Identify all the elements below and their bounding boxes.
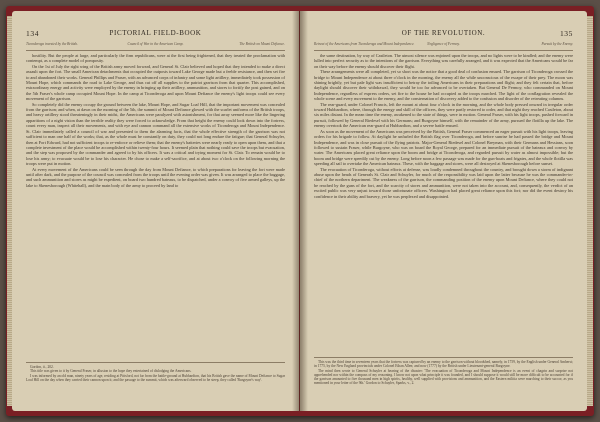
paragraph: On the 1st of July the right wing of the British army moved forward, and General St. Clair believed and hoped that they intended to make a direct assault upon the fort. The small American detachments that occupied the outposts toward Lake George made but a feeble resistance, and then set fire to and abandoned their works. General Phillips and Fraser, with an advanced corps of infantry and some light artillery, immediately took possession of Mount Hope, which commands the road to Lake George, and thus cut off all supplies to the patriot garrison from that quarter. This accomplished, extraordinary energy and activity were employed by the enemy in bringing up their artillery, ammunition, and stores to fortify the post gained, and on the 5th Fraser's whole camp occupied Mount Hope. In the camp at Ticonderoga and upon Mount Defiance the enemy's light troops could see every movement of the garrison. — [26, 63, 285, 102]
subhead-3: Pursuit by the Enemy. — [541, 42, 573, 46]
left-page — [12, 11, 299, 411]
subhead-3: The British on Mount Defiance. — [239, 42, 285, 46]
subheads — [26, 42, 285, 51]
subhead-2: Council of War in the American Camp. — [127, 42, 184, 46]
page-number: 135 — [559, 29, 573, 38]
running-title: PICTORIAL FIELD-BOOK — [109, 29, 202, 37]
footnote: Gordon, ii., 202. — [30, 365, 54, 369]
subheads — [314, 42, 573, 51]
running-head — [314, 29, 573, 41]
paragraph: hostility. But the people at large, and particularly the firm republicans, were at the first being frightened, that they treated the proclamation with contempt, as a complete model of pomposity. — [26, 53, 285, 64]
fore-edge-right — [587, 16, 593, 406]
footnote: The mind then wrote to General Schuyler at hearing of the disaster: 'The evacuation of Ticonderoga and Mount Independence is an event of chagrin and surprise not apprehended nor within the compass of my reasoning. I know not upon what principle it was founded, and I should suppose it would still be more difficult to be accounted for if the garrison amounted to five thousand men in high spirits, healthy, well supplied with provisions and ammunition, and the Eastern militia were marching to their succor, as you mentioned in your letter of the 9th.' Gordon to Schuyler, Sparks, v., 2. — [314, 368, 573, 386]
footnote: This was the third time in seventeen years that the fortress was captured by an enemy to the garrison without bloodshed, namely, in 1759, by the English under General Amherst; in 1775, by the New England provincials under Colonel Ethan Allen; and now (1777) by the British under Lieutenant-general Burgoyne. — [314, 360, 573, 369]
running-head — [26, 29, 285, 41]
paragraph: The evacuation of Ticonderoga, without efforts at defense, was loudly condemned throughout the country, and brought down a storm of indignant abuse upon the heads of Generals St. Clair and Schuyler, for much of the responsibility was laid upon the latter because he was the commander-in-chief of the northern department. The weakness of the garrison, the commanding position of the enemy upon Mount Defiance, where they could not be reached by the guns of the fort, and the scarcity of stores and ammunition, were not taken into the account, and, consequently, the verdict of an excited public was very unjust toward those unfortunate officers. Washington had placed great reliance upon this fort; nor did the event destroy his confidence in their ability and bravery, yet he was perplexed and disappointed. — [314, 166, 573, 199]
footnotes — [314, 357, 573, 386]
subhead-1: Retreat of the Americans from Ticonderoga and Mount Independence. — [314, 42, 415, 46]
paragraph: These arrangements were all completed, yet so short was the notice that a good deal of confusion ensued. The garrison of Ticonderoga crossed the bridge to Mount Independence at about three o'clock in the morning, the enemy all the while unconscious of the escape of their prey. The moon was shining brightly, yet but pale light was insufficient to betray the toiling Americans in their preparations and flight; and they felt certain that, before daylight should discover their withdrawal, they would be too far advanced to be overtaken. But General De Fermoy, who commanded on Mount Independence, regardless of express orders, set fire to the house he had occupied as the troops marched. The light of the conflagration revealed the whole scene and every movement to the enemy, and the consternation of discovery added to the confusion and disorder of the retreating columns. — [314, 69, 573, 102]
body-text — [314, 53, 573, 199]
paragraph: So completely did the enemy occupy the ground between the lake, Mount Hope, and Sugar Loaf Hill, that the important movement was concealed from the garrison; and when, at dawn on the morning of the 5th, the summit of Mount Defiance glowed with the scarlet uniforms of the British troops, and heavy artillery stood threateningly in their midst, the Americans were paralyzed with astonishment, for that array seemed more like the lingering apparitions of a night vision than the terrible reality they were forced to acknowledge. From that height the enemy could look down into the fortress, count every man, inspect all their movements, and with eye and cannon command all the extensive works of Ticonderoga and Mount Independence. St. Clair immediately called a council of war and presented to them the alarming facts, that the whole effective strength of the garrison was not sufficient to man one half of the works; that, as the whole must be constantly on duty, they could not long endure the fatigue; that General Schuyler, then at Fort Edward, had not sufficient troops to re-enforce or relieve them; that the enemy's batteries were nearly ready to open upon them, and that a complete investment of the place would be accomplished within twenty-four hours. It seemed plain that nothing could save the troops but evacuation, and the step was proposed by the commander and agreed to by his officers. It was a critical and trying moment for St. Clair. To remain would be to lose his army; to evacuate would be to lose his character. He chose to make a self-sacrifice, and at about two o'clock on the following morning the troops were put in motion. — [26, 101, 285, 167]
page-number: 134 — [26, 29, 40, 38]
paragraph: the same destination, by way of Castleton. The utmost silence was enjoined upon the troops, and no lights were to be kindled; and the enemy were lulled into perfect security as to the intentions of the garrison. Everything was carefully arranged, and it was expected that the Americans would be far on their way before the enemy should discover their flight. — [314, 53, 573, 69]
book-gutter — [292, 11, 308, 411]
footnotes — [26, 362, 285, 382]
running-title: OF THE REVOLUTION. — [401, 29, 486, 37]
paragraph: The rear-guard, under Colonel Francis, left the mount at about four o'clock in the morning, and the whole body pressed onward in irregular order toward Hubbardton, where, through the energy and skill of the officers, they were partly restored to order, and that night they reached Castleton, about six miles distant. In the mean time the enemy, awakened to the state of things, were in motion. General Fraser, with his light troops, pushed forward in pursuit, followed by General Riedesel with his Germans; and Burgoyne himself, with the remainder of the army, pursued the flotilla up the lake. The enemy overtook the American rear-guard at Hubbardton, and a severe battle ensued. — [314, 101, 573, 129]
paragraph: As soon as the movement of the Americans was perceived by the British, General Fraser commenced an eager pursuit with his light troops, leaving orders for his brigade to follow. At daylight he unfurled the British flag over Ticonderoga, and before sunrise he had passed the bridge and Mount Independence, and was in close pursuit of the flying patriots. Major-General Riedesel and Colonel Breyman, with their Germans and Hessians, soon followed to sustain Fraser, while Burgoyne, who was on board the Royal George, prepared for an immediate pursuit of the bateaux and convoy by water. The Americans placed great reliance upon the boom and bridge at Ticonderoga, and regarded pursuit by water as almost impossible; but the boom and bridge were speedily cut by the enemy. Long before noon a few passage was made for the gun-boats and frigates, and the whole flotilla was speeding all sail to overtake the American bateaux. These, with the baggage and stores, were all destroyed at Skenesborough before sunset. — [314, 128, 573, 167]
paragraph: At every movement of the Americans could be seen through the day from Mount Defiance, to which preparations for leaving the fort were made until after dark, and the purpose of the council was concealed from the troops until the evening order was given. It was arranged to place the baggage, and such ammunition and stores as might be expedient, on board two hundred bateaux, to be dispatched, under a convoy of five armed galleys, up the lake to Skenesborough (Whitehall), and the main body of the army to proceed by land to — [26, 166, 285, 188]
body-text — [26, 53, 285, 188]
right-page — [300, 11, 587, 411]
footnote: This title was given to it by General Fraser, in allusion to the hope they entertained of dislodging the Americans. — [30, 369, 192, 374]
book — [6, 6, 594, 416]
footnote: I was informed by an old man, ninety years of age, residing at Pittsford, not far from the battle-ground at Hubbardton, that his British gave the name of Mount Defiance to Sugar Loaf Hill on the day when they carried their cannon upon it; and the passage to the summit, which was afterward observed to be steep, they called 'Burgoyne's way'. — [26, 373, 285, 382]
subhead-2: Negligence of Fermoy. — [427, 42, 460, 46]
subhead-1: Ticonderoga invested by the British. — [26, 42, 78, 46]
